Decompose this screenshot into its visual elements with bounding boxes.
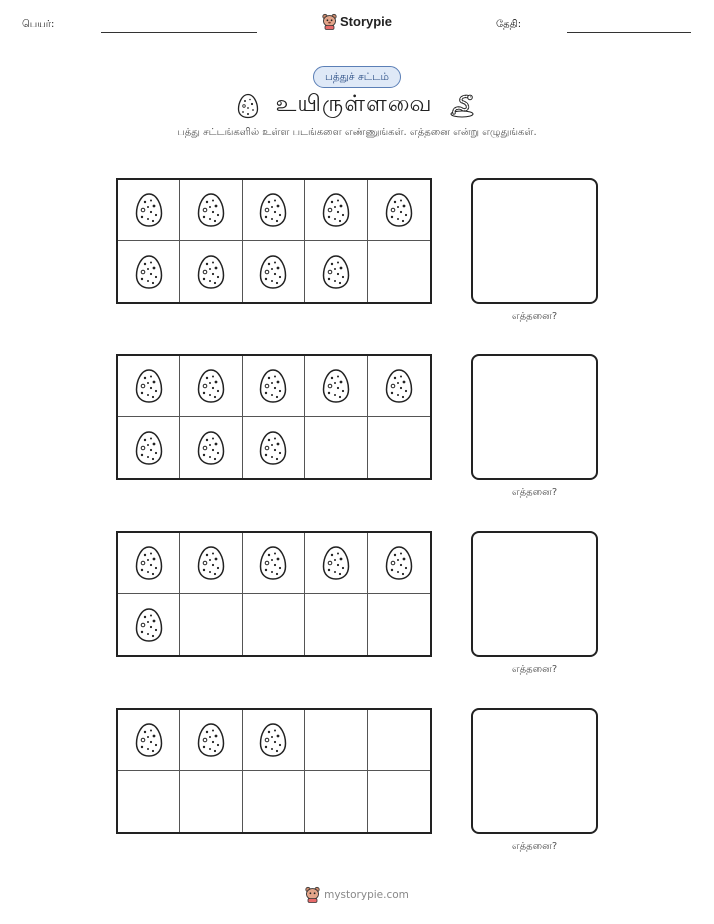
spotted-egg-icon — [134, 430, 164, 466]
instructions: பத்து சட்டங்களில் உள்ள படங்களை எண்ணுங்கள். எத்தனை என்று எழுதுங்கள். — [177, 127, 537, 138]
ten-frame-cell — [243, 356, 305, 417]
ten-frame-cell — [243, 594, 305, 655]
ten-frame-cell — [368, 180, 430, 241]
spotted-egg-icon — [196, 254, 226, 290]
name-label: பெயர்: — [22, 19, 55, 30]
ten-frame-cell — [118, 241, 180, 302]
ten-frame-cell — [368, 594, 430, 655]
spotted-egg-icon — [196, 192, 226, 228]
ten-frame-cell — [118, 771, 180, 832]
ten-frame-cell — [243, 417, 305, 478]
ten-frame-cell — [243, 710, 305, 771]
ten-frame-cell — [305, 771, 367, 832]
name-write-line[interactable] — [101, 32, 257, 33]
date-write-line[interactable] — [567, 32, 691, 33]
spotted-egg-icon — [196, 722, 226, 758]
ten-frame — [116, 708, 432, 834]
spotted-egg-icon — [134, 192, 164, 228]
spotted-egg-icon — [258, 430, 288, 466]
spotted-egg-icon — [258, 192, 288, 228]
ten-frame-cell — [305, 533, 367, 594]
ten-frame-cell — [305, 180, 367, 241]
spotted-egg-icon — [321, 254, 351, 290]
answer-box[interactable] — [471, 178, 598, 304]
spotted-egg-icon — [258, 368, 288, 404]
ten-frame-cell — [243, 180, 305, 241]
topic-badge: பத்துச் சட்டம் — [313, 66, 401, 88]
ten-frame-cell — [118, 594, 180, 655]
ten-frame-cell — [305, 710, 367, 771]
answer-box[interactable] — [471, 531, 598, 657]
title-row — [0, 91, 714, 120]
answer-box[interactable] — [471, 354, 598, 480]
spotted-egg-icon — [321, 192, 351, 228]
ten-frame-cell — [305, 241, 367, 302]
spotted-egg-icon — [196, 368, 226, 404]
spotted-egg-icon — [196, 545, 226, 581]
ten-frame-cell — [368, 771, 430, 832]
ten-frame-cell — [118, 417, 180, 478]
ten-frame-cell — [180, 356, 242, 417]
ten-frame-cell — [118, 533, 180, 594]
answer-box[interactable] — [471, 708, 598, 834]
spotted-egg-icon — [196, 430, 226, 466]
spotted-egg-icon — [384, 192, 414, 228]
ten-frame-cell — [180, 771, 242, 832]
spotted-egg-icon — [134, 722, 164, 758]
ten-frame-cell — [180, 180, 242, 241]
ten-frame — [116, 531, 432, 657]
ten-frame-cell — [368, 533, 430, 594]
spotted-egg-icon — [258, 722, 288, 758]
ten-frame-cell — [305, 356, 367, 417]
ten-frame-cell — [180, 710, 242, 771]
footer — [0, 886, 714, 903]
ten-frame-cell — [305, 417, 367, 478]
spotted-egg-icon — [134, 607, 164, 643]
ten-frame-cell — [368, 356, 430, 417]
ten-frame-cell — [118, 356, 180, 417]
ten-frame-cell — [368, 241, 430, 302]
brand-logo — [322, 13, 392, 30]
brand-name: Storypie — [340, 14, 393, 29]
ten-frame-cell — [180, 533, 242, 594]
ten-frame-cell — [368, 417, 430, 478]
ten-frame-cell — [180, 417, 242, 478]
how-many-label: எத்தனை? — [511, 311, 558, 322]
how-many-label: எத்தனை? — [511, 664, 558, 675]
ten-frame — [116, 178, 432, 304]
storypie-mascot-icon — [322, 13, 337, 30]
spotted-egg-icon — [258, 254, 288, 290]
ten-frame-cell — [118, 180, 180, 241]
ten-frame-cell — [243, 771, 305, 832]
date-label: தேதி: — [496, 19, 522, 30]
ten-frame-cell — [243, 241, 305, 302]
spotted-egg-icon — [134, 254, 164, 290]
spotted-egg-icon — [258, 545, 288, 581]
ten-frame-cell — [180, 594, 242, 655]
ten-frame-cell — [243, 533, 305, 594]
spotted-egg-icon — [134, 368, 164, 404]
spotted-egg-icon — [237, 93, 259, 119]
ten-frame-cell — [118, 710, 180, 771]
ten-frame-cell — [180, 241, 242, 302]
ten-frame — [116, 354, 432, 480]
spotted-egg-icon — [384, 368, 414, 404]
ten-frame-cell — [368, 710, 430, 771]
spotted-egg-icon — [384, 545, 414, 581]
spotted-egg-icon — [321, 545, 351, 581]
how-many-label: எத்தனை? — [511, 487, 558, 498]
ten-frame-cell — [305, 594, 367, 655]
footer-url: mystorypie.com — [324, 888, 409, 901]
storypie-mascot-icon — [305, 886, 320, 903]
how-many-label: எத்தனை? — [511, 841, 558, 852]
spotted-egg-icon — [321, 368, 351, 404]
page-title: உயிருள்ளவை — [275, 91, 433, 117]
spotted-egg-icon — [134, 545, 164, 581]
snake-icon — [449, 94, 477, 118]
